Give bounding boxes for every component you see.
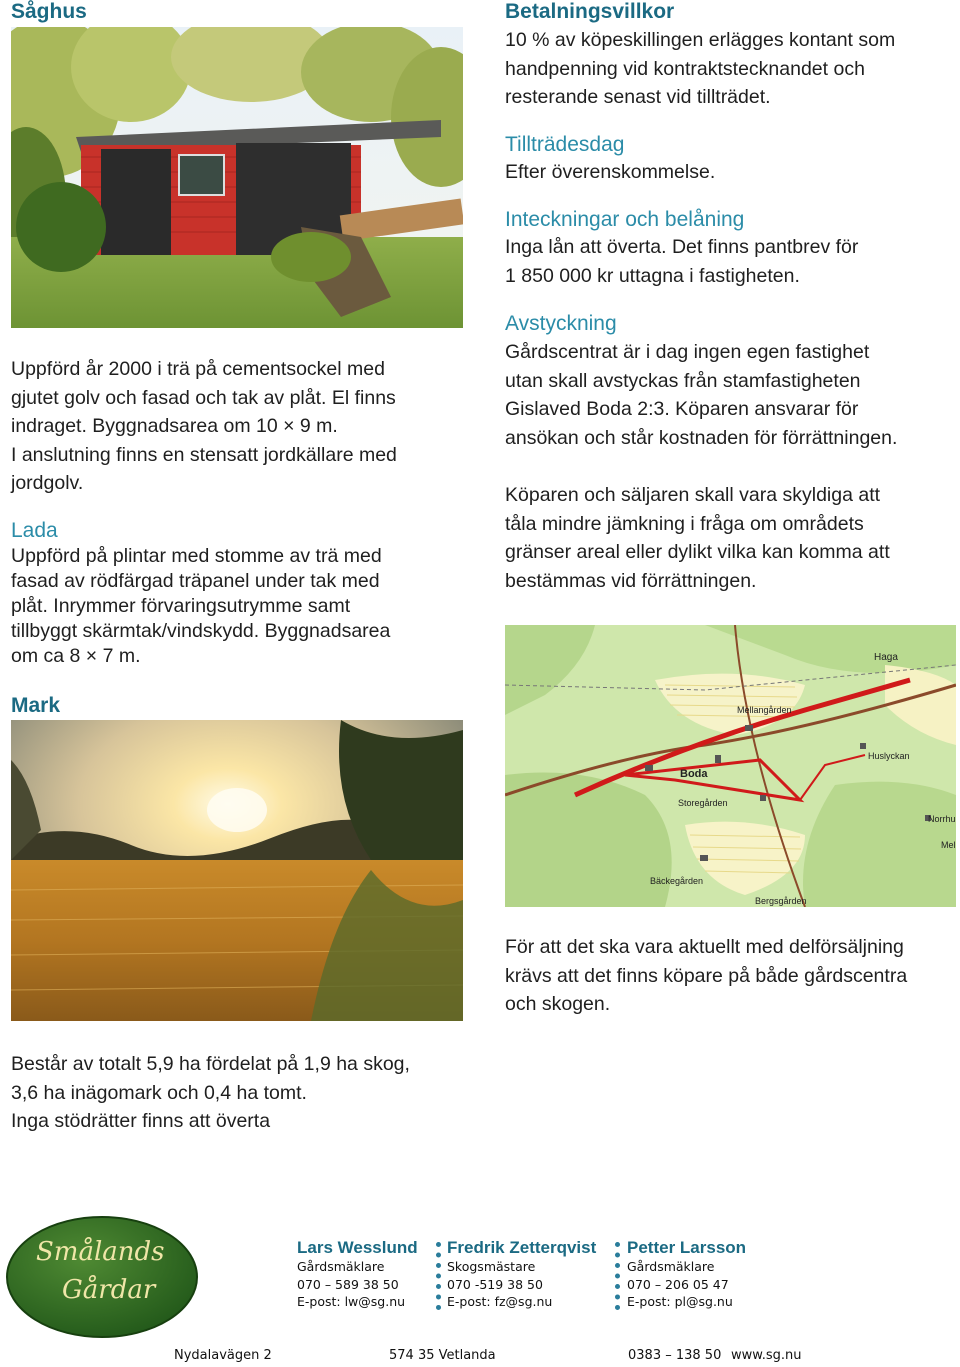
mark-line: Består av totalt 5,9 ha fördelat på 1,9 ha skog, <box>11 1053 410 1075</box>
jamkning-line: tåla mindre jämkning i fråga om områdets <box>505 512 864 535</box>
logo-line2: Gårdar <box>62 1275 156 1305</box>
agent-name: Lars Wesslund <box>297 1238 418 1257</box>
saghus-line: indraget. Byggnadsarea om 10 × 9 m. <box>11 415 338 437</box>
footer-city: 574 35 Vetlanda <box>389 1348 496 1363</box>
inteckning-line: 1 850 000 kr uttagna i fastigheten. <box>505 264 800 287</box>
logo-line1: Smålands <box>36 1237 165 1267</box>
map-label-norrhult: Norrhu <box>928 814 956 824</box>
mark-photo <box>11 720 463 1021</box>
betalning-line: resterande senast vid tillträdet. <box>505 86 771 108</box>
delforsaljning-line: och skogen. <box>505 993 611 1015</box>
agent-role: Gårdsmäklare <box>627 1259 715 1274</box>
agent-phone: 070 – 589 38 50 <box>297 1276 399 1292</box>
inteckning-line: Inga lån att överta. Det finns pantbrev för <box>505 236 859 258</box>
avstyckning-line: ansökan och står kostnaden för förrättningen. <box>505 426 898 449</box>
agent-card <box>627 1238 746 1311</box>
mark-description <box>11 1050 481 1136</box>
property-map <box>505 625 956 907</box>
lada-line: tillbyggt skärmtak/vindskydd. Byggnadsarea <box>11 620 391 642</box>
map-label-storegarden: Storegården <box>678 798 728 808</box>
jamkning-text <box>505 481 955 595</box>
footer-website-link[interactable]: www.sg.nu <box>731 1348 802 1363</box>
delforsaljning-line: För att det ska vara aktuellt med delförsäljning <box>505 936 904 958</box>
saghus-line: jordgolv. <box>11 472 84 494</box>
map-label-haga: Haga <box>874 652 898 663</box>
agent-email[interactable]: E-post: fz@sg.nu <box>447 1294 553 1309</box>
agent-name: Fredrik Zetterqvist <box>447 1238 597 1257</box>
agent-phone: 070 -519 38 50 <box>447 1276 543 1292</box>
lada-line: fasad av rödfärgad träpanel under tak med <box>11 570 380 592</box>
map-label-boda: Boda <box>680 768 708 780</box>
inteckningar-text <box>505 233 955 290</box>
map-label-huslyckan: Huslyckan <box>868 751 910 761</box>
saghus-photo <box>11 27 463 328</box>
map-label-mellangarden: Mellangården <box>737 705 792 715</box>
lada-heading: Lada <box>11 519 58 542</box>
saghus-line: Uppförd år 2000 i trä på cementsockel med <box>11 358 385 380</box>
saghus-line: I anslutning finns en stensatt jordkällare med <box>11 443 397 466</box>
betalningsvillkor-text <box>505 26 955 112</box>
mark-line: Inga stödrätter finns att överta <box>11 1110 271 1132</box>
jamkning-line: Köparen och säljaren skall vara skyldiga att <box>505 484 881 506</box>
avstyckning-line: Gislaved Boda 2:3. Köparen ansvarar för <box>505 398 859 420</box>
avstyckning-line: Gårdscentrat är i dag ingen egen fastighet <box>505 341 870 363</box>
lada-line: plåt. Inrymmer förvaringsutrymme samt <box>11 595 351 617</box>
lada-description <box>11 544 471 669</box>
smalands-gardar-logo <box>4 1215 200 1340</box>
mark-heading: Mark <box>11 694 61 717</box>
map-label-bergsgarden: Bergsgården <box>755 896 807 906</box>
map-label-mel: Mel <box>941 840 956 850</box>
map-label-backegarden: Bäckegården <box>650 876 704 886</box>
avstyckning-text <box>505 338 955 452</box>
lada-line: om ca 8 × 7 m. <box>11 645 141 667</box>
agent-email[interactable]: E-post: pl@sg.nu <box>627 1294 733 1309</box>
saghus-description <box>11 355 471 498</box>
betalningsvillkor-heading: Betalningsvillkor <box>505 0 675 23</box>
inteckningar-heading: Inteckningar och belåning <box>505 208 745 231</box>
delforsaljning-text <box>505 933 957 1019</box>
betalning-line: handpenning vid kontraktstecknandet och <box>505 57 865 80</box>
saghus-heading: Såghus <box>11 0 87 23</box>
agent-card <box>447 1238 596 1311</box>
betalning-line: 10 % av köpeskillingen erlägges kontant som <box>505 29 896 51</box>
agent-role: Skogsmästare <box>447 1259 536 1274</box>
avstyckning-heading: Avstyckning <box>505 312 617 335</box>
tilltradesdag-text: Efter överenskommelse. <box>505 161 716 183</box>
agent-phone: 070 – 206 05 47 <box>627 1276 729 1292</box>
avstyckning-line: utan skall avstyckas från stamfastigheten <box>505 369 861 392</box>
footer-street: Nydalavägen 2 <box>174 1348 272 1363</box>
footer-divider <box>436 1242 441 1310</box>
tilltradesdag-heading: Tillträdesdag <box>505 133 625 156</box>
saghus-line: gjutet golv och fasad och tak av plåt. El finns <box>11 386 396 409</box>
agent-name: Petter Larsson <box>627 1238 747 1257</box>
jamkning-line: bestämmas vid förrättningen. <box>505 569 757 592</box>
agent-email[interactable]: E-post: lw@sg.nu <box>297 1294 406 1309</box>
jamkning-line: gränser areal eller dylikt vilka kan komma att <box>505 541 890 563</box>
lada-line: Uppförd på plintar med stomme av trä med <box>11 545 382 567</box>
agent-card <box>297 1238 418 1311</box>
delforsaljning-line: krävs att det finns köpare på både gårdscentra <box>505 964 908 987</box>
footer-divider <box>615 1242 620 1310</box>
mark-line: 3,6 ha inägomark och 0,4 ha tomt. <box>11 1081 307 1104</box>
footer-phone: 0383 – 138 50 <box>628 1348 722 1363</box>
agent-role: Gårdsmäklare <box>297 1259 385 1274</box>
